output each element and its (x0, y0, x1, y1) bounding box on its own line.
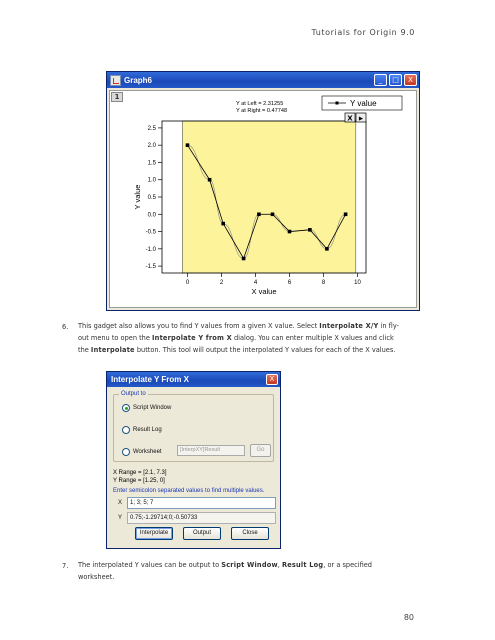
step7-l1e: , or a specified (323, 561, 372, 569)
layer-tag[interactable]: 1 (111, 92, 123, 102)
radio-script-window[interactable] (122, 404, 130, 412)
y-tick-label: 2.5 (147, 125, 156, 132)
data-point (288, 230, 292, 234)
x-tick-label: 10 (354, 280, 361, 286)
step6-l3c: button. This tool will output the interpolated Y values for each of the X values. (134, 346, 396, 354)
x-range-text: X Range = [2.1, 7.3] (113, 470, 167, 476)
x-axis-label: X value (251, 287, 277, 296)
data-point (325, 247, 329, 251)
data-point (271, 212, 275, 216)
y-tick-label: -1.5 (145, 264, 156, 271)
y-axis-label: Y value (133, 184, 142, 210)
x-tick-label: 2 (219, 280, 224, 286)
option-result-log[interactable] (122, 426, 162, 434)
output-group-label: Output to (121, 391, 146, 397)
x-label: X (118, 500, 123, 506)
step6-l3b: Interpolate (90, 346, 135, 354)
minimize-button[interactable]: _ (374, 74, 387, 86)
y-output: 0.75;-1.29714;0;-0.50733 (127, 512, 276, 524)
interpolate-button[interactable]: Interpolate (135, 527, 173, 540)
step6-l2b: Interpolate Y from X (152, 334, 232, 342)
graph-title: Graph6 (124, 75, 153, 85)
interpolate-dialog (106, 371, 281, 549)
dialog-title-bar[interactable] (107, 372, 280, 387)
chart[interactable] (110, 91, 418, 309)
x-tick-label: 4 (253, 280, 258, 286)
step6-l2c: dialog. You can enter multiple X values and click (231, 334, 394, 342)
step6-l2a: out menu to open the (78, 334, 153, 342)
step7-l1d: Result Log (281, 561, 324, 569)
option-script-window-label: Script Window (133, 405, 172, 411)
y-tick-label: -0.5 (145, 229, 156, 236)
go-button[interactable]: Go (250, 444, 271, 457)
step6-l1a: This gadget also allows you to find Y values from a given X value. Select (78, 322, 320, 330)
dialog-title: Interpolate Y From X (111, 375, 189, 384)
worksheet-field[interactable]: [InterpXY]Result (177, 445, 245, 456)
y-range-text: Y Range = [1.25, 0] (113, 478, 165, 484)
step-6-text (78, 320, 423, 356)
y-tick-label: -1.0 (145, 246, 156, 253)
step7-l1a: The interpolated Y values can be output to (78, 561, 222, 569)
radio-worksheet[interactable] (122, 448, 130, 456)
graph-window (106, 71, 420, 311)
step7-l1c: , (277, 561, 282, 569)
option-worksheet-label: Worksheet (133, 449, 162, 455)
readout-left: Y at Left = 2.31255 (236, 101, 284, 107)
step7-l1b: Script Window (221, 561, 278, 569)
y-tick-label: 2.0 (147, 143, 156, 150)
hint-text: Enter semicolon separated values to find multiple values. (113, 488, 265, 494)
dialog-close-button[interactable]: X (266, 374, 278, 385)
graph-canvas[interactable] (109, 90, 417, 308)
radio-result-log[interactable] (122, 426, 130, 434)
gadget-close-glyph: X (347, 114, 353, 123)
option-worksheet[interactable] (122, 448, 162, 456)
readout-right: Y at Right = 0.47748 (236, 108, 288, 114)
legend-label: Y value (350, 99, 377, 108)
page-number: 80 (403, 613, 414, 622)
step-7-number: 7. (62, 562, 69, 570)
data-point (221, 222, 225, 226)
data-point (308, 228, 312, 232)
data-point (242, 257, 246, 261)
step7-l2: worksheet. (78, 573, 115, 581)
x-tick-label: 8 (321, 280, 326, 286)
option-result-log-label: Result Log (133, 427, 162, 433)
step6-l1b: Interpolate X/Y (319, 322, 379, 330)
gadget-menu-glyph: ▶ (358, 116, 364, 122)
x-tick-label: 0 (185, 280, 190, 286)
step6-l3a: the (78, 346, 91, 354)
graph-icon (110, 75, 121, 86)
y-tick-label: 1.5 (147, 160, 156, 167)
y-tick-label: 1.0 (147, 177, 156, 184)
x-input[interactable]: 1; 3; 5; 7 (127, 497, 276, 509)
data-point (257, 212, 261, 216)
step-7-text (78, 559, 423, 583)
output-button[interactable]: Output (183, 527, 221, 540)
legend-marker (336, 102, 339, 105)
y-label: Y (118, 515, 123, 521)
graph-title-bar[interactable] (107, 72, 419, 88)
data-point (186, 143, 190, 147)
step6-l1c: in fly- (378, 322, 399, 330)
data-point (208, 178, 212, 182)
page-header: Tutorials for Origin 9.0 (311, 28, 415, 37)
highlight-region (182, 121, 355, 273)
maximize-button[interactable]: □ (389, 74, 402, 86)
y-tick-label: 0.5 (147, 195, 156, 201)
y-tick-label: 0.0 (147, 212, 156, 219)
step-6-number: 6. (62, 323, 69, 331)
close-button[interactable]: X (404, 74, 417, 86)
option-script-window[interactable] (122, 404, 171, 412)
data-point (344, 212, 348, 216)
output-group (113, 391, 274, 462)
dialog-close-text-button[interactable]: Close (231, 527, 269, 540)
x-tick-label: 6 (287, 280, 292, 286)
